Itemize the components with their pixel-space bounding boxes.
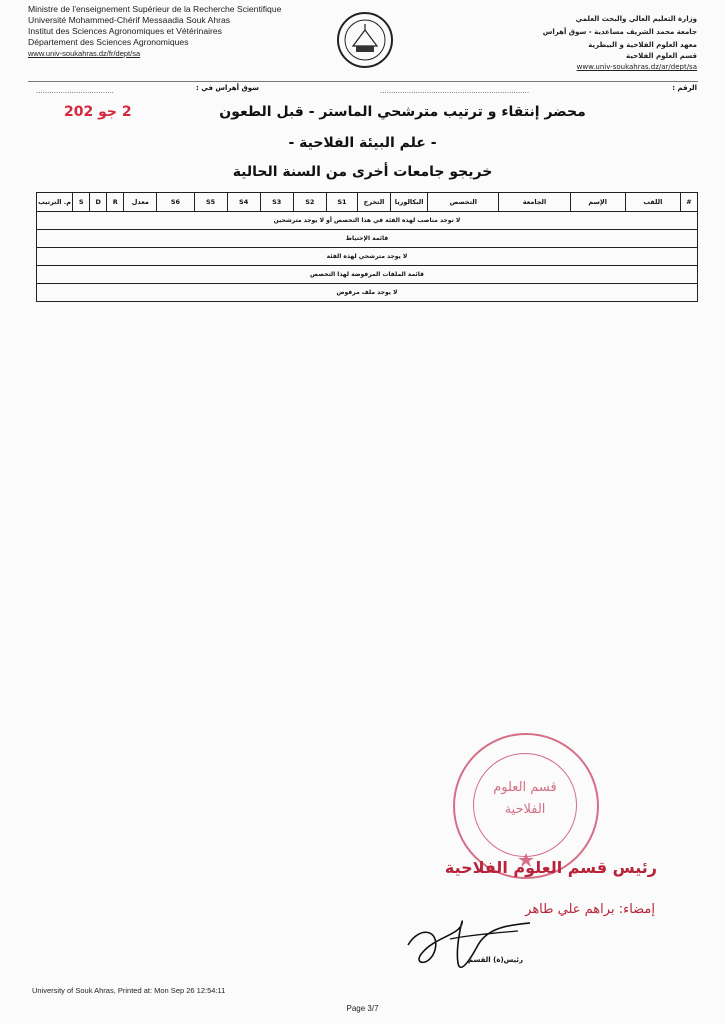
header-ar-url: www.univ-soukahras.dz/ar/dept/sa [576, 63, 697, 71]
section-subtitle: خريجو جامعات أخرى من السنة الحالية [232, 164, 493, 180]
col-d: D [90, 193, 107, 212]
university-logo-graphic [335, 10, 395, 70]
col-ranking: م. الترتيب [37, 193, 73, 212]
signatory-name: إمضاء: براهم علي طاهر [525, 902, 655, 917]
col-s4: S4 [227, 193, 260, 212]
table-header-row [37, 193, 698, 212]
no-rejected-message: لا يوجد ملف مرفوض [37, 284, 698, 302]
col-s2: S2 [293, 193, 326, 212]
page-number: Page 3/7 [346, 1004, 379, 1013]
table-row [37, 212, 698, 230]
ref-dots: ................................................................... [380, 87, 530, 95]
handwritten-signature [400, 905, 540, 980]
col-r: R [107, 193, 124, 212]
header-fr-institute: Institut des Sciences Agronomiques et Vétérinaires [28, 26, 222, 36]
col-s3: S3 [260, 193, 293, 212]
header-ar-university: جامعة محمد الشريف مساعدية - سوق أهراس [542, 28, 697, 36]
header-fr-url: www.univ-soukahras.dz/fr/dept/sa [28, 49, 141, 58]
page-title: محضر إنتقاء و ترتيب مترشحي الماستر - قبل الطعون [219, 104, 586, 120]
place-dots: ................................... [36, 87, 114, 95]
reserve-list-heading: قائمة الإحتياط [37, 230, 698, 248]
col-university: الجامعة [499, 193, 570, 212]
header-fr-ministry: Ministre de l'enseignement Supérieur de la Recherche Scientifique [28, 4, 282, 14]
col-number: # [680, 193, 697, 212]
header-divider [28, 81, 698, 82]
header-ar-department: قسم العلوم الفلاحية [626, 52, 697, 60]
stamp-text-line-2: الفلاحية [504, 802, 546, 817]
col-s1: S1 [326, 193, 357, 212]
print-footer: University of Souk Ahras, Printed at: Mon Sep 26 12:54:11 [32, 986, 226, 995]
col-s5: S5 [194, 193, 227, 212]
table-row [37, 230, 698, 248]
no-candidates-message: لا يوجد مترشحي لهذه الفئة [37, 248, 698, 266]
results-table [36, 192, 698, 302]
col-firstname: الإسم [570, 193, 625, 212]
no-positions-message: لا توجد مناصب لهذه الفئة في هذا التخصص أو لا يوجد مترشحين [37, 212, 698, 230]
department-head-title: رئيس قسم العلوم الفلاحية [444, 858, 657, 877]
col-baccalaureate: البكالوريا [391, 193, 428, 212]
table-row [37, 248, 698, 266]
date-stamp: 2 جو 202 [64, 104, 132, 120]
table-row [37, 266, 698, 284]
col-average: معدل [124, 193, 157, 212]
rejected-files-heading: قائمة الملفات المرفوضة لهذا التخصص [37, 266, 698, 284]
stamp-inner-ring [473, 753, 577, 857]
header-ar-ministry: وزارة التعليم العالي والبحث العلمي [575, 15, 697, 23]
signatory-role: رئيس(ة) القسم [468, 956, 524, 964]
table-row [37, 284, 698, 302]
place-label: سوق أهراس في : [196, 84, 259, 92]
col-surname: اللقب [625, 193, 680, 212]
ref-label: الرقم : [672, 84, 697, 92]
header-fr-university: Université Mohammed-Chérif Messaadia Souk Ahras [28, 15, 231, 25]
col-graduation: التخرج [357, 193, 390, 212]
header-fr-department: Département des Sciences Agronomiques [28, 37, 189, 47]
header-ar-institute: معهد العلوم الفلاحية و البيطرية [588, 41, 697, 49]
col-s6: S6 [157, 193, 194, 212]
specialty-title: - علم البيئة الفلاحية - [288, 135, 437, 151]
university-logo [335, 10, 395, 70]
col-s: S [73, 193, 90, 212]
stamp-text-line-1: قسم العلوم [493, 780, 557, 795]
col-specialty: التخصص [428, 193, 499, 212]
